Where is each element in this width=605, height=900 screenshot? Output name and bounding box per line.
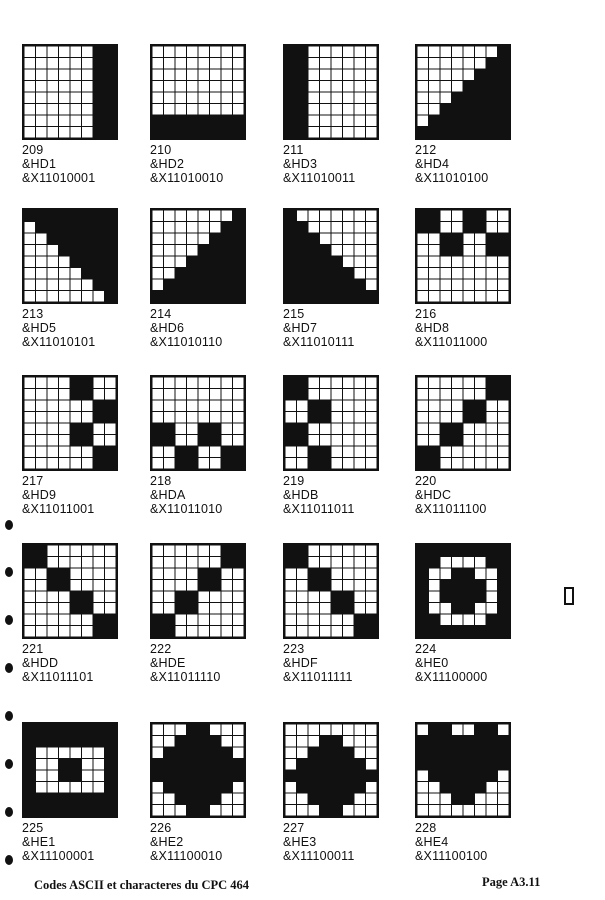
- character-hex: &HD1: [22, 157, 57, 171]
- character-bin: &X11011101: [22, 670, 94, 684]
- character-bin: &X11100001: [22, 849, 95, 863]
- character-code: 224: [415, 642, 437, 656]
- character-hex: &HE1: [22, 835, 56, 849]
- character-code: 210: [150, 143, 172, 157]
- character-bin: &X11100100: [415, 849, 488, 863]
- character-code: 216: [415, 307, 437, 321]
- character-code: 220: [415, 474, 437, 488]
- footer-page-number: Page A3.11: [482, 875, 541, 889]
- character-bin: &X11010001: [22, 171, 96, 185]
- character-hex: &HE4: [415, 835, 449, 849]
- character-hex: &HE0: [415, 656, 449, 670]
- character-hex: &HDF: [283, 656, 318, 670]
- character-code: 209: [22, 143, 44, 157]
- character-code: 213: [22, 307, 44, 321]
- character-code: 214: [150, 307, 172, 321]
- character-hex: &HDC: [415, 488, 452, 502]
- character-bin: &X11010110: [150, 335, 223, 349]
- character-bin: &X11011111: [283, 670, 353, 684]
- character-hex: &HDE: [150, 656, 186, 670]
- character-code: 225: [22, 821, 44, 835]
- character-code: 226: [150, 821, 172, 835]
- character-hex: &HE3: [283, 835, 317, 849]
- character-hex: &HD9: [22, 488, 57, 502]
- character-code: 211: [283, 143, 304, 157]
- character-hex: &HDD: [22, 656, 59, 670]
- character-hex: &HD4: [415, 157, 450, 171]
- footer-title: Codes ASCII et characteres du CPC 464: [34, 878, 250, 892]
- character-bin: &X11011011: [283, 502, 355, 516]
- character-code: 212: [415, 143, 437, 157]
- character-bin: &X11100000: [415, 670, 488, 684]
- character-bin: &X11010111: [283, 335, 355, 349]
- character-code: 219: [283, 474, 305, 488]
- character-hex: &HD6: [150, 321, 185, 335]
- character-bin: &X11010100: [415, 171, 489, 185]
- character-bin: &X11011100: [415, 502, 487, 516]
- character-code: 217: [22, 474, 44, 488]
- character-code: 227: [283, 821, 305, 835]
- character-bin: &X11100011: [283, 849, 355, 863]
- character-bin: &X11010101: [22, 335, 96, 349]
- character-hex: &HD8: [415, 321, 450, 335]
- character-code: 222: [150, 642, 172, 656]
- character-hex: &HD5: [22, 321, 57, 335]
- character-hex: &HD2: [150, 157, 185, 171]
- character-code: 228: [415, 821, 437, 835]
- character-code: 215: [283, 307, 305, 321]
- character-hex: &HE2: [150, 835, 184, 849]
- character-bin: &X11011001: [22, 502, 95, 516]
- character-code: 221: [22, 642, 44, 656]
- character-bin: &X11100010: [150, 849, 223, 863]
- character-hex: &HDA: [150, 488, 186, 502]
- character-hex: &HDB: [283, 488, 319, 502]
- character-code: 223: [283, 642, 305, 656]
- character-hex: &HD3: [283, 157, 318, 171]
- character-bin: &X11011000: [415, 335, 488, 349]
- character-bin: &X11010011: [283, 171, 356, 185]
- character-hex: &HD7: [283, 321, 318, 335]
- character-bin: &X11010010: [150, 171, 224, 185]
- character-bin: &X11011010: [150, 502, 223, 516]
- character-code: 218: [150, 474, 172, 488]
- character-bin: &X11011110: [150, 670, 221, 684]
